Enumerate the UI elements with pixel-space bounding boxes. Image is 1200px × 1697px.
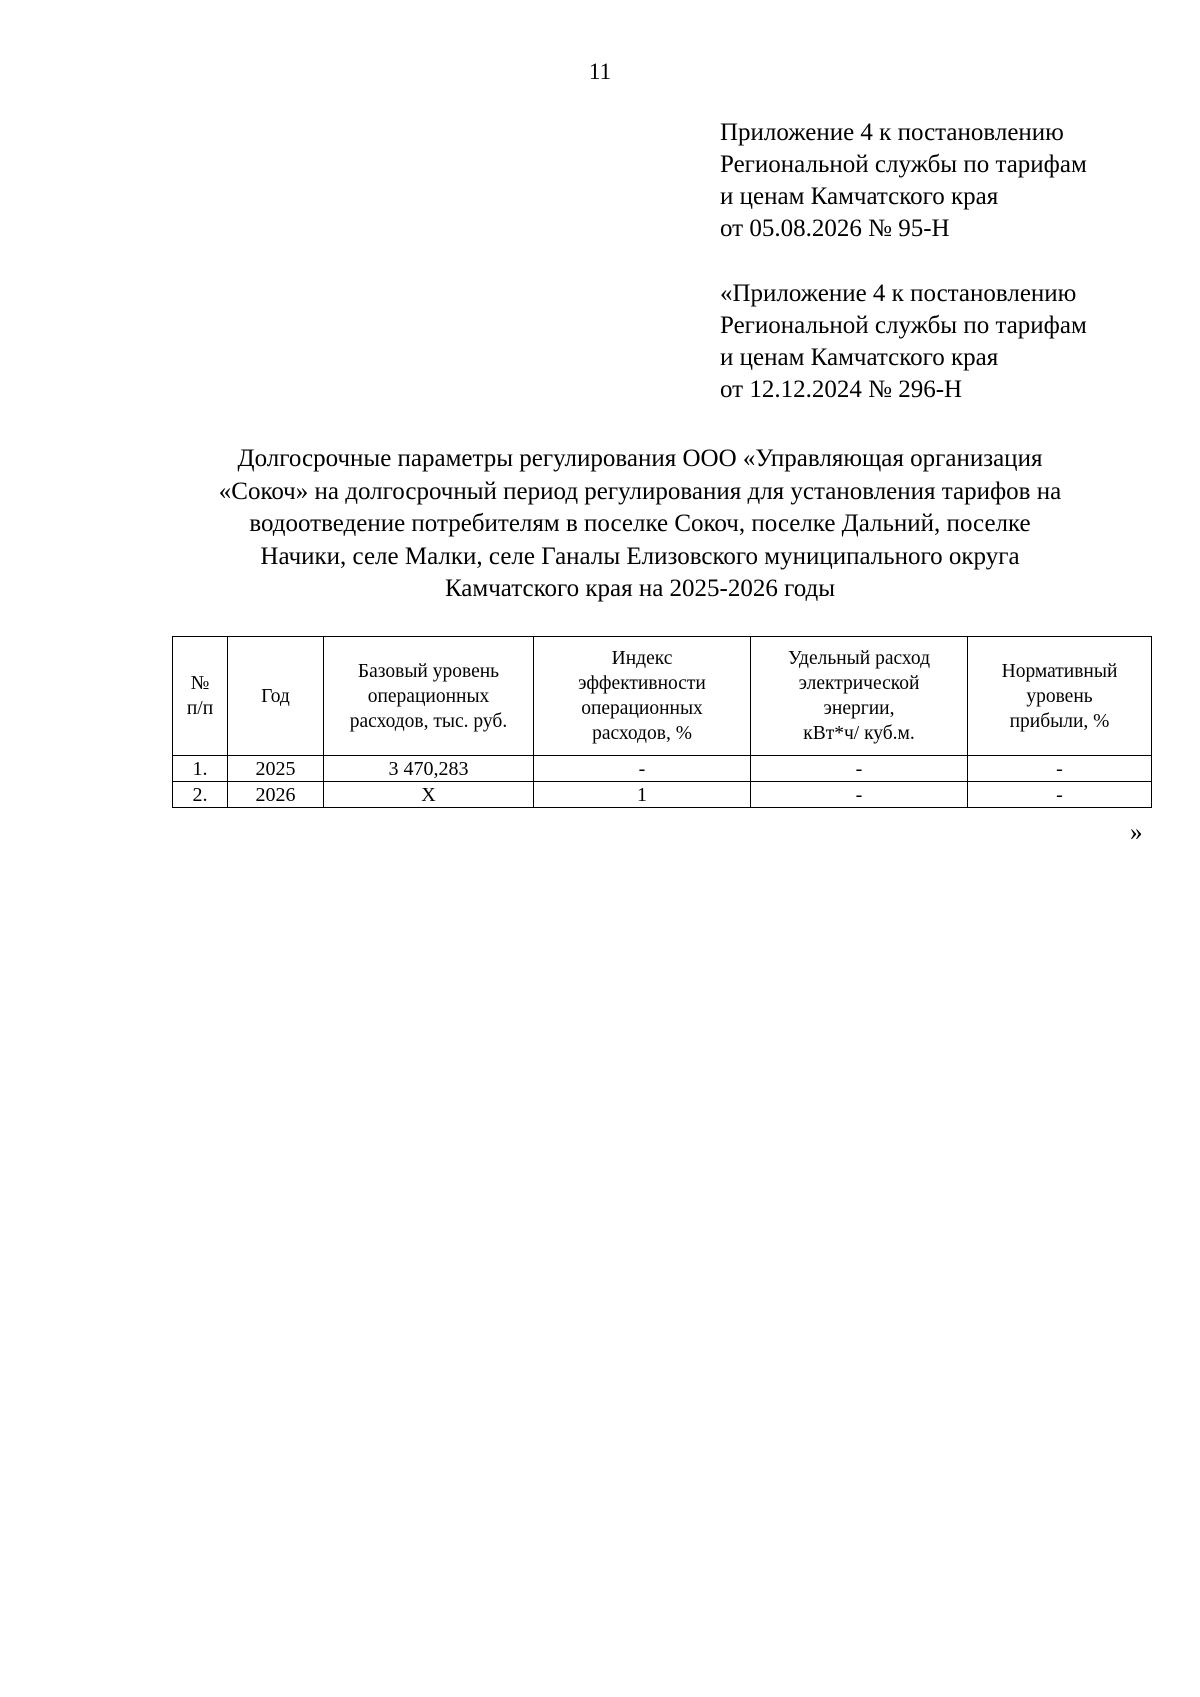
- approval-line: и ценам Камчатского края: [720, 183, 999, 210]
- header-line: операционных: [367, 685, 490, 707]
- header-line: Год: [261, 685, 290, 707]
- header-energy-consumption: [751, 637, 968, 756]
- header-number: [173, 637, 228, 756]
- header-line: Удельный расход: [787, 648, 931, 669]
- cell-energy-consumption: -: [751, 756, 968, 782]
- header-line: расходов, %: [592, 723, 692, 744]
- approval-block-original: [720, 278, 1180, 406]
- parameters-table: [172, 636, 1152, 808]
- header-line: кВт*ч/ куб.м.: [803, 723, 915, 744]
- cell-number: 2.: [173, 782, 228, 808]
- header-line: эффективности: [578, 673, 706, 694]
- title-line: водоотведение потребителям в поселке Сокоч, поселке Дальний, поселке: [249, 510, 1031, 537]
- header-line: п/п: [186, 698, 214, 719]
- title-line: «Сокоч» на долгосрочный период регулирования для установления тарифов на: [218, 477, 1062, 505]
- cell-efficiency-index: 1: [534, 782, 751, 808]
- approval-line: от 05.08.2026 № 95-Н: [720, 215, 950, 242]
- header-line: прибыли, %: [1009, 710, 1110, 732]
- cell-profit-level: -: [968, 756, 1152, 782]
- cell-year: 2025: [228, 756, 324, 782]
- header-line: №: [190, 673, 210, 694]
- table-header-row: [173, 637, 1152, 756]
- approval-line: и ценам Камчатского края: [720, 344, 999, 371]
- cell-base-opex: Х: [324, 782, 534, 808]
- header-line: уровень: [1026, 685, 1093, 707]
- approval-line: от 12.12.2024 № 296-Н: [720, 376, 963, 403]
- header-line: Базовый уровень: [357, 660, 500, 682]
- header-line: Индекс: [611, 648, 673, 669]
- approval-line: Региональной службы по тарифам: [720, 312, 1087, 339]
- title-line: Долгосрочные параметры регулирования ООО «Управляющая организация: [237, 445, 1043, 472]
- table-row: [173, 756, 1152, 782]
- header-base-opex: [324, 637, 534, 756]
- header-line: расходов, тыс. руб.: [349, 710, 508, 732]
- closing-quote-mark: »: [1130, 819, 1143, 846]
- header-line: Нормативный: [1001, 660, 1118, 682]
- cell-number: 1.: [173, 756, 228, 782]
- cell-profit-level: -: [968, 782, 1152, 808]
- header-line: электрической: [798, 673, 920, 694]
- header-year: [228, 637, 324, 756]
- title-line: Камчатского края на 2025-2026 годы: [444, 575, 836, 602]
- approval-line: Региональной службы по тарифам: [720, 151, 1087, 178]
- header-efficiency-index: [534, 637, 751, 756]
- header-line: операционных: [581, 698, 703, 719]
- document-title: [130, 443, 1150, 606]
- approval-line: Приложение 4 к постановлению: [720, 119, 1064, 146]
- header-line: энергии,: [823, 698, 895, 719]
- header-profit-level: [968, 637, 1152, 756]
- title-line: Начики, селе Малки, селе Ганалы Елизовского муниципального округа: [260, 542, 1020, 570]
- table-row: [173, 782, 1152, 808]
- cell-energy-consumption: -: [751, 782, 968, 808]
- page-number: 11: [588, 59, 612, 84]
- cell-base-opex: 3 470,283: [324, 756, 534, 782]
- approval-line: «Приложение 4 к постановлению: [720, 280, 1077, 307]
- cell-efficiency-index: -: [534, 756, 751, 782]
- cell-year: 2026: [228, 782, 324, 808]
- approval-block-current: [720, 117, 1180, 245]
